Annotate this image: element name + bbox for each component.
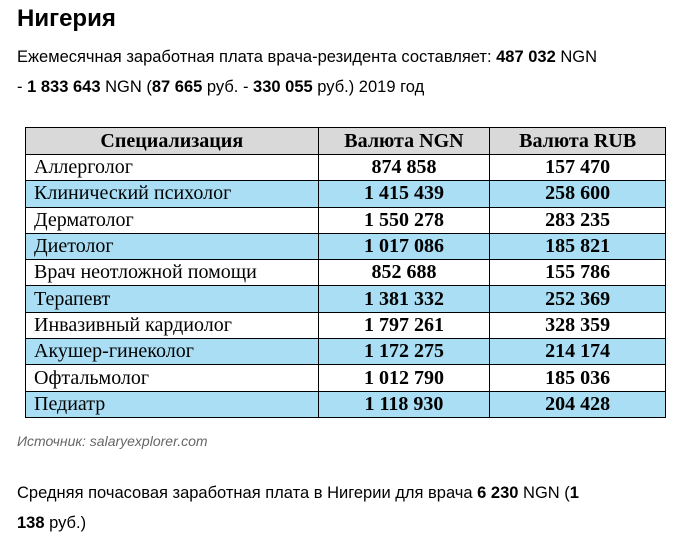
- hourly-text: Средняя почасовая заработная плата в Нигерии для врача: [17, 484, 478, 502]
- table-row: [26, 207, 666, 233]
- cell-ngn: 1 381 332: [318, 286, 490, 312]
- cell-ngn: 1 797 261: [318, 312, 490, 338]
- cell-specialization: Врач неотложной помощи: [26, 260, 319, 286]
- cell-specialization: Офтальмолог: [26, 365, 319, 391]
- intro-rub-min: 87 665: [151, 78, 203, 96]
- cell-rub: 155 786: [490, 260, 666, 286]
- cell-ngn: 1 017 086: [318, 233, 490, 259]
- salary-table: [25, 127, 666, 418]
- intro-text: руб. -: [202, 78, 254, 96]
- cell-rub: 328 359: [490, 312, 666, 338]
- intro-paragraph: [17, 42, 667, 102]
- intro-rub-max: 330 055: [253, 78, 313, 96]
- cell-rub: 185 036: [490, 365, 666, 391]
- table-row: [26, 365, 666, 391]
- cell-ngn: 1 012 790: [318, 365, 490, 391]
- salary-table-container: [25, 127, 666, 418]
- intro-text: NGN: [555, 48, 598, 66]
- cell-rub: 185 821: [490, 233, 666, 259]
- table-row: [26, 233, 666, 259]
- intro-text: руб.) 2019 год: [312, 78, 425, 96]
- table-row: [26, 339, 666, 365]
- intro-text: NGN (: [100, 78, 152, 96]
- table-row: [26, 391, 666, 417]
- cell-specialization: Педиатр: [26, 391, 319, 417]
- cell-rub: 157 470: [490, 155, 666, 181]
- cell-ngn: 1 118 930: [318, 391, 490, 417]
- header-rub: Валюта RUB: [490, 128, 666, 155]
- table-row: [26, 312, 666, 338]
- cell-specialization: Терапевт: [26, 286, 319, 312]
- intro-text: Ежемесячная заработная плата врача-резидента составляет:: [17, 48, 497, 66]
- cell-specialization: Аллерголог: [26, 155, 319, 181]
- table-row: [26, 155, 666, 181]
- cell-ngn: 1 550 278: [318, 207, 490, 233]
- cell-specialization: Клинический психолог: [26, 181, 319, 207]
- hourly-rub-part: 1: [569, 484, 579, 502]
- cell-specialization: Инвазивный кардиолог: [26, 312, 319, 338]
- cell-rub: 214 174: [490, 339, 666, 365]
- header-ngn: Валюта NGN: [318, 128, 490, 155]
- cell-ngn: 1 415 439: [318, 181, 490, 207]
- cell-rub: 258 600: [490, 181, 666, 207]
- intro-ngn-min: 487 032: [496, 48, 556, 66]
- hourly-rub-part: 138: [17, 514, 45, 532]
- table-row: [26, 260, 666, 286]
- cell-specialization: Дерматолог: [26, 207, 319, 233]
- source-caption: Источник: salaryexplorer.com: [17, 433, 208, 449]
- hourly-text: руб.): [44, 514, 87, 532]
- cell-specialization: Диетолог: [26, 233, 319, 259]
- cell-rub: 283 235: [490, 207, 666, 233]
- hourly-paragraph: [17, 478, 667, 536]
- cell-ngn: 874 858: [318, 155, 490, 181]
- intro-text: -: [17, 78, 28, 96]
- table-row: [26, 286, 666, 312]
- hourly-text: NGN (: [518, 484, 570, 502]
- page-title: Нигерия: [17, 5, 116, 32]
- intro-ngn-max: 1 833 643: [27, 78, 101, 96]
- cell-rub: 204 428: [490, 391, 666, 417]
- table-header-row: [26, 128, 666, 155]
- cell-ngn: 1 172 275: [318, 339, 490, 365]
- header-specialization: Специализация: [26, 128, 319, 155]
- cell-ngn: 852 688: [318, 260, 490, 286]
- table-row: [26, 181, 666, 207]
- cell-rub: 252 369: [490, 286, 666, 312]
- hourly-ngn: 6 230: [477, 484, 519, 502]
- cell-specialization: Акушер-гинеколог: [26, 339, 319, 365]
